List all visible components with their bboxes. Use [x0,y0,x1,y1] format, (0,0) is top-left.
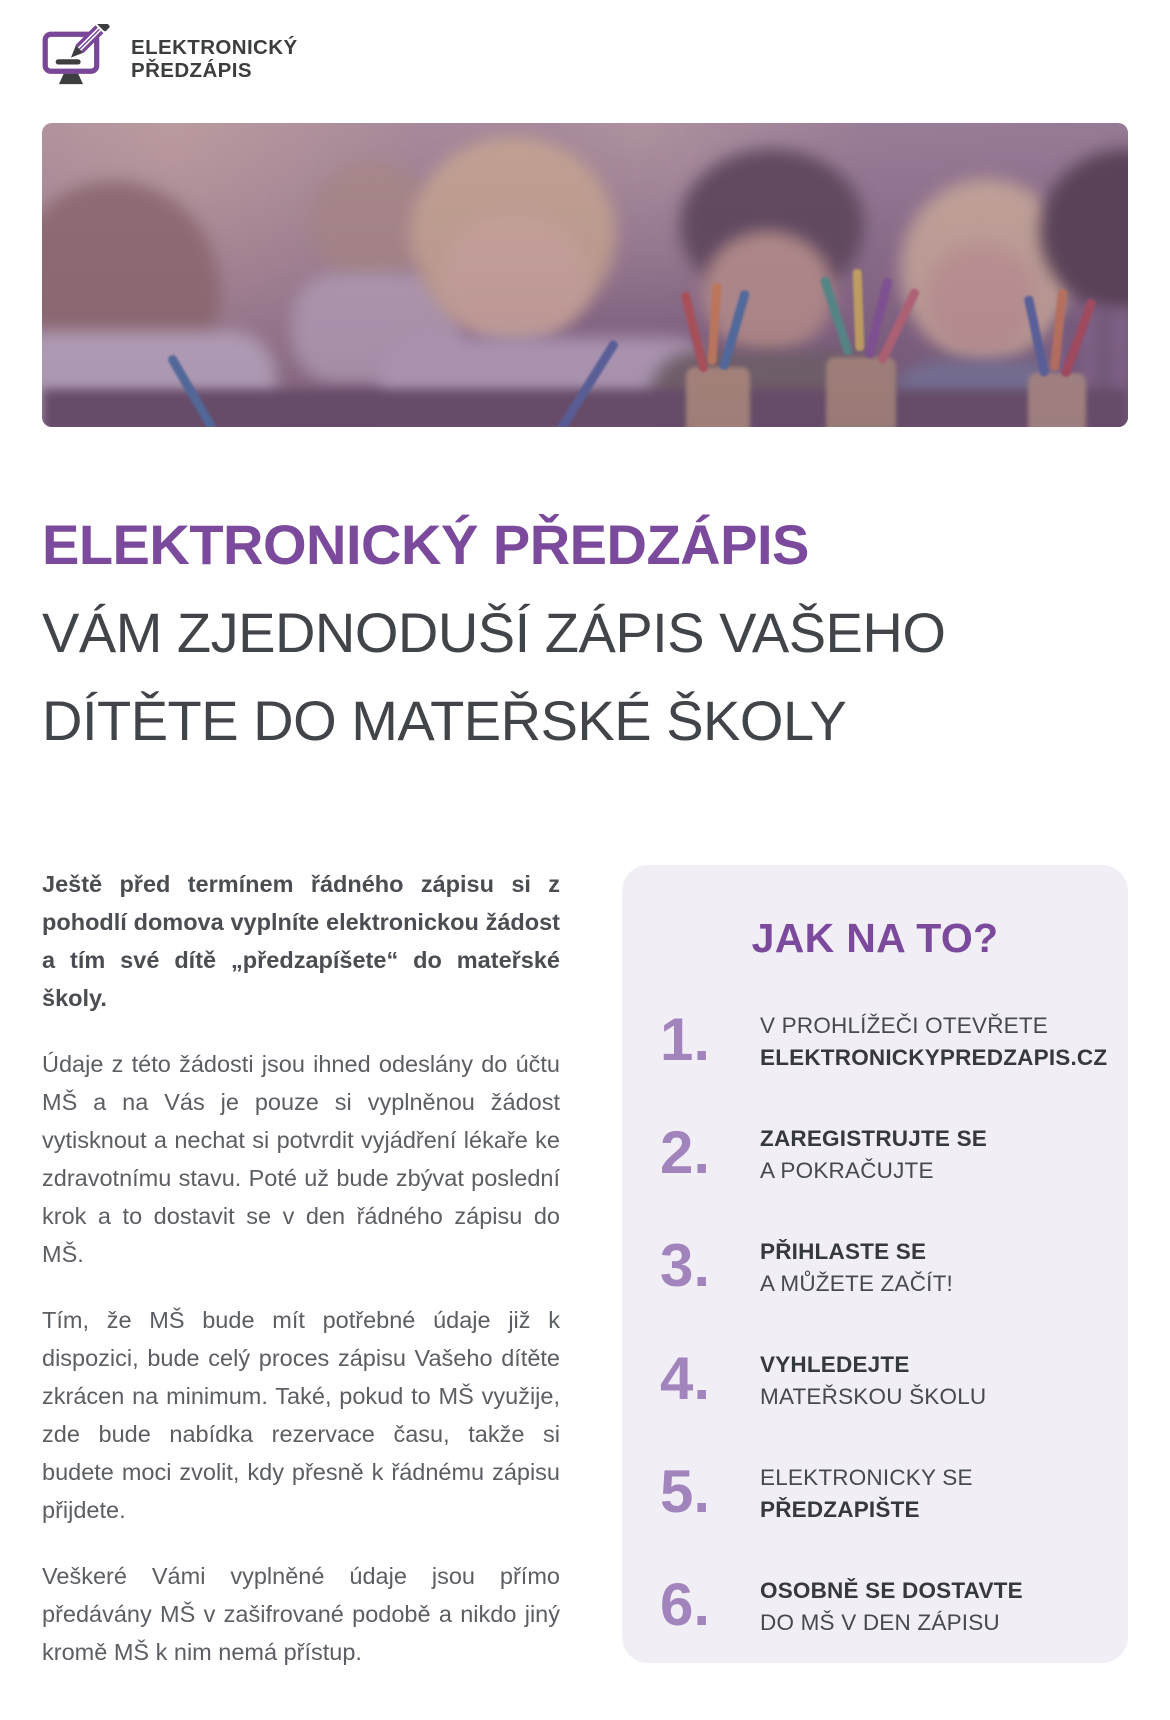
intro-paragraph: Tím, že MŠ bude mít potřebné údaje již k dispozici, bude celý proces zápisu Vašeho dítěte zkrácen na minimum. Také, pokud to MŠ využije, zde bude nabídka rezervace času, takže si budete moci zvolit, kdy přesně k řádnému zápisu přijdete. [42,1307,560,1523]
step-text [760,1008,1107,1074]
step-line-2: A MŮŽETE ZAČÍT! [760,1271,954,1296]
brand-name-line1: ELEKTRONICKÝ [131,35,298,59]
brand-logo [42,24,1128,93]
step-number: 1. [660,1006,711,1073]
step-line-1: ZAREGISTRUJTE SE [760,1126,987,1151]
howto-step [660,1573,1090,1639]
howto-title: JAK NA TO? [751,915,999,961]
step-number: 6. [660,1571,711,1638]
step-text [760,1234,953,1300]
howto-card [622,865,1128,1663]
step-number: 3. [660,1232,711,1299]
step-line-2: MATEŘSKOU ŠKOLU [760,1384,987,1409]
monitor-pencil-logo-icon [42,24,116,93]
step-line-2: A POKRAČUJTE [760,1158,934,1183]
howto-step [660,1460,1090,1526]
step-text [760,1347,986,1413]
step-line-1: OSOBNĚ SE DOSTAVTE [760,1578,1023,1603]
step-line-2: PŘEDZAPIŠTE [760,1497,920,1522]
page-title [42,501,1128,765]
brand-name-line2: PŘEDZÁPIS [131,58,252,82]
intro-paragraphs [42,1045,560,1671]
step-number: 2. [660,1119,711,1186]
step-line-1: VYHLEDEJTE [760,1352,910,1377]
howto-step [660,1234,1090,1300]
howto-step [660,1006,1108,1074]
step-line-2: DO MŠ V DEN ZÁPISU [760,1610,1000,1635]
step-line-1: ELEKTRONICKY SE [760,1465,973,1490]
step-line-1: V PROHLÍŽEČI OTEVŘETE [760,1013,1048,1038]
intro-paragraph: Údaje z této žádosti jsou ihned odeslány do účtu MŠ a na Vás je pouze si vyplněnou žádost vytisknout a nechat si potvrdit vyjádření lékaře ke zdravotnímu stavu. Poté už bude zbývat poslední krok a to dostavit se v den řádného zápisu do MŠ. [42,1051,560,1267]
flyer-page [42,0,1128,1699]
howto-step [660,1347,1090,1413]
step-text [760,1121,987,1187]
howto-steps [660,1006,1108,1639]
step-number: 5. [660,1458,711,1525]
intro-paragraph: Veškeré Vámi vyplněné údaje jsou přímo předávány MŠ v zašifrované podobě a nikdo jiný kromě MŠ k nim nemá přístup. [42,1563,560,1665]
page-title-accent: ELEKTRONICKÝ PŘEDZÁPIS [42,513,809,576]
intro-text-column [42,865,560,1699]
step-line-1: PŘIHLASTE SE [760,1239,927,1264]
page-title-line3: DÍTĚTE DO MATEŘSKÉ ŠKOLY [42,689,847,752]
page-title-line2: VÁM ZJEDNODUŠÍ ZÁPIS VAŠEHO [42,601,946,664]
brand-name [131,36,298,82]
step-number: 4. [660,1345,711,1412]
step-line-2: ELEKTRONICKYPREDZAPIS.CZ [760,1045,1108,1070]
content-columns [42,865,1128,1699]
howto-step [660,1121,1090,1187]
hero-image [42,123,1128,427]
intro-lead-paragraph: Ještě před termínem řádného zápisu si z pohodlí domova vyplníte elektronickou žádost a tím své dítě „předzapíšete“ do mateřské školy. [42,871,560,1011]
step-text [760,1460,973,1526]
step-text [760,1573,1023,1639]
